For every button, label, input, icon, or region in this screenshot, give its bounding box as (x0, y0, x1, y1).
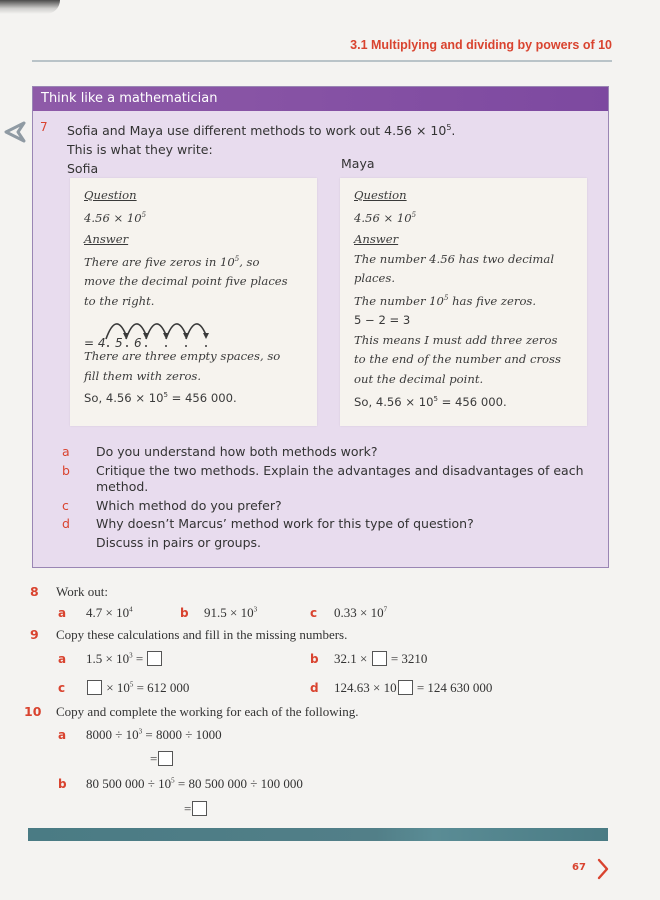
sub-question-a: a Do you understand how both methods work? (62, 444, 378, 459)
sub-question-d: d Why doesn’t Marcus’ method work for this type of question? Discuss in pairs or groups. (62, 516, 474, 550)
next-page-chevron-icon[interactable] (596, 858, 610, 880)
maya-label: Maya (341, 156, 375, 171)
q9-item-b: b 32.1 × = 3210 (310, 651, 428, 666)
maya-answer-heading: Answer (354, 232, 399, 247)
think-marker-icon (4, 121, 26, 143)
question-7-intro: Sofia and Maya use different methods to work out $4.56 \times 10^5$. This is what they write: Sofia (67, 123, 456, 177)
sofia-answer-heading: Answer (84, 232, 129, 247)
question-8-prompt: 8 Work out: (30, 584, 109, 599)
svg-text:6: 6 (134, 336, 142, 350)
sofia-question-heading: Question (84, 188, 137, 202)
running-head: 3.1 Multiplying and dividing by powers of 10 (350, 38, 612, 52)
answer-blank-box (372, 651, 387, 666)
q8-item-b: b $91.5 \times 10^3$ (180, 605, 258, 620)
q10-item-a-answer: = (150, 751, 174, 767)
question-10-prompt: 10 Copy and complete the working for each of the following. (24, 704, 359, 719)
sofia-work-card: Question $4.56 \times 10^5$ Answer There are five zeros in $10^5$, so move the decimal point five places to the right. = 4 5 6 There are three empty spaces, so fill them with zeros. So, $4.56 \times 10^5 = 456$ 000. (70, 178, 317, 426)
sub-question-b: b Critique the two methods. Explain the advantages and disadvantages of each method. (62, 463, 584, 494)
sub-question-c: c Which method do you prefer? (62, 498, 282, 513)
sofia-label: Sofia (67, 161, 99, 177)
question-number-7: 7 (40, 120, 48, 134)
footer-bar (28, 828, 608, 841)
svg-text:= 4: = 4 (84, 336, 106, 350)
svg-text:5: 5 (115, 336, 123, 350)
sofia-result: So, $4.56 \times 10^5 = 456$ 000. (84, 391, 237, 406)
q9-item-a: a $1.5 \times 10^3$ = (58, 651, 163, 667)
q8-item-a: a $4.7 \times 10^4$ (58, 605, 133, 620)
answer-blank-box (158, 751, 173, 766)
header-rule (32, 60, 612, 62)
maya-question: $4.56 \times 10^5$ (354, 210, 417, 225)
page-corner-shadow (0, 0, 60, 14)
q9-item-d: d 124.63 × 10 = 124 630 000 (310, 680, 493, 695)
answer-blank-box (87, 680, 102, 695)
q10-item-b-answer: = (184, 801, 208, 817)
page-number: 67 (572, 862, 586, 873)
q10-item-a: a $8000 \div 10^3 = 8000 \div 1000$ (58, 727, 222, 742)
q8-item-c: c $0.33 \times 10^7$ (310, 605, 388, 620)
decimal-jump-arrows-diagram (84, 313, 234, 349)
maya-result: So, $4.56 \times 10^5 = 456$ 000. (354, 394, 507, 409)
answer-blank-box (192, 801, 207, 816)
answer-blank-box (147, 651, 162, 666)
q9-item-c: $c \times 10^5 = 612$ 000 (58, 680, 190, 695)
sofia-question: $4.56 \times 10^5$ (84, 210, 147, 225)
box-title: Think like a mathematician (33, 87, 608, 111)
answer-blank-box (398, 680, 413, 695)
maya-question-heading: Question (354, 188, 407, 202)
maya-work-card: Question $4.56 \times 10^5$ Answer The number 4.56 has two decimal places. The number $10^5$ has five zeros. 5 − 2 = 3 This means I must add three zeros to the end of the number and cross out the decimal point. So, $4.56 \times 10^5 = 456$ 000. (340, 178, 587, 426)
question-9-prompt: 9 Copy these calculations and fill in the missing numbers. (30, 627, 348, 642)
q10-item-b: b 80 500 $000 \div 10^5 = 80$ 500 000 ÷ 100 000 (58, 776, 303, 791)
